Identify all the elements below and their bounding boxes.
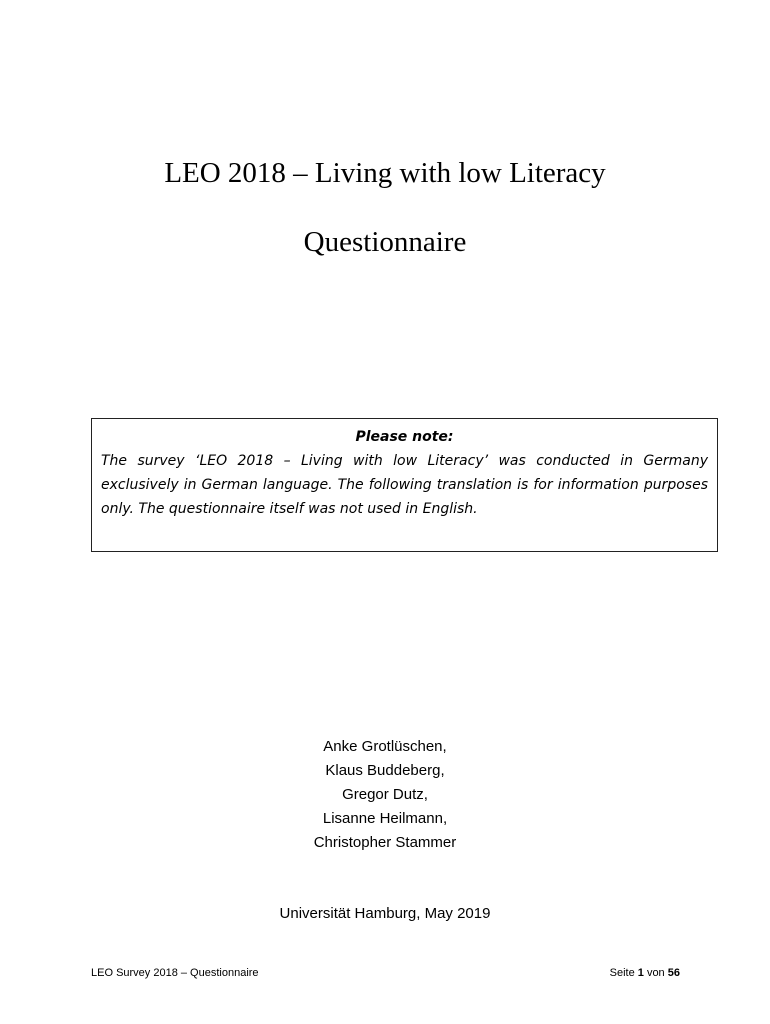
author-list [0, 735, 770, 855]
author-name: Anke Grotlüschen, [323, 738, 447, 755]
footer-document-label: LEO Survey 2018 – Questionnaire [91, 967, 259, 979]
page-separator: von [646, 967, 665, 979]
institution-date: Universität Hamburg, May 2019 [279, 905, 491, 922]
author-name: Lisanne Heilmann, [322, 810, 448, 827]
page-current: 1 [637, 967, 644, 979]
document-title: LEO 2018 – Living with low Literacy [164, 157, 606, 189]
author-name: Klaus Buddeberg, [325, 762, 445, 779]
note-box [91, 418, 718, 552]
author-name: Christopher Stammer [313, 834, 457, 851]
page-total: 56 [667, 967, 680, 979]
note-heading: Please note: [355, 429, 454, 445]
page-prefix: Seite [609, 967, 635, 979]
author-name: Gregor Dutz, [342, 786, 428, 803]
page-number [610, 964, 680, 982]
document-subtitle: Questionnaire [303, 226, 467, 258]
note-body: The survey ‘LEO 2018 – Living with low Literacy’ was conducted in Germany exclusively in German language. The following translation is for information purposes only. The questionnaire itself was not used in English. [101, 453, 708, 517]
